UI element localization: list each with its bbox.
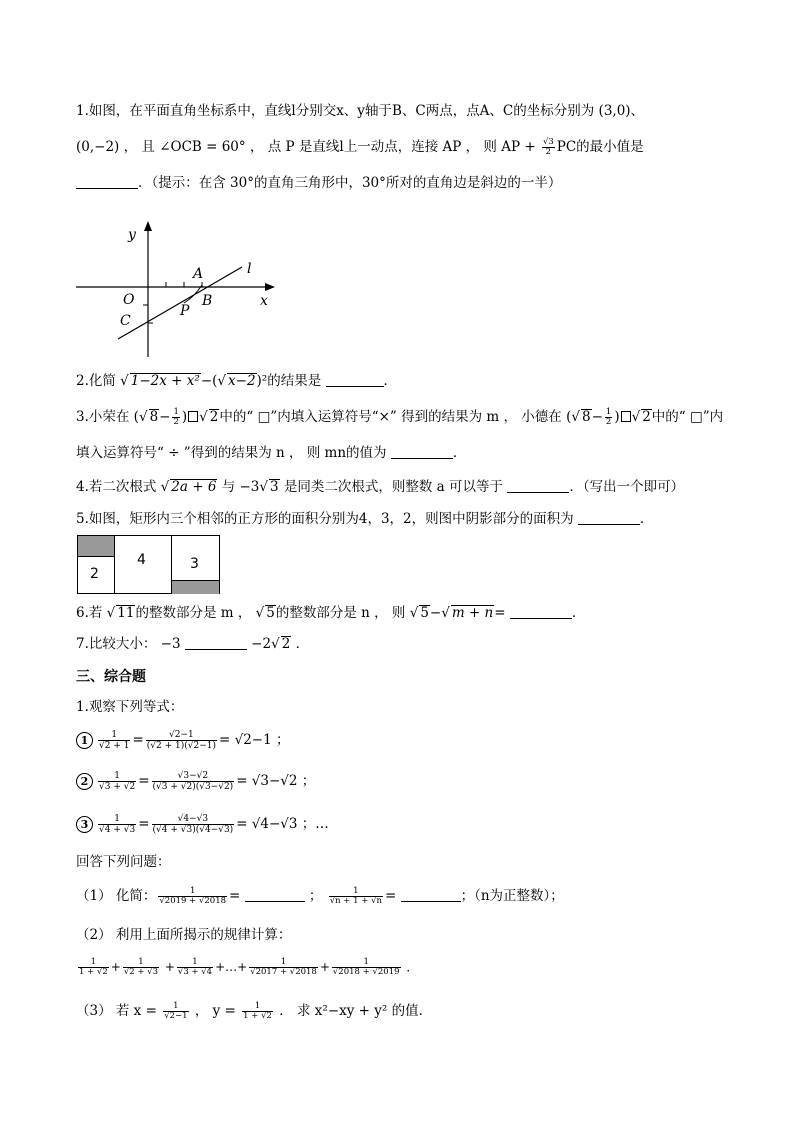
q5-answer-blank[interactable] bbox=[578, 510, 640, 525]
section-title: 三、综合题 bbox=[76, 669, 146, 685]
q3-line1: 3.小荣在 (√ 8− $\frac{1}{2}$ )√ 2中的“ □”内填入运算符号“×” 得到的结果为 m ， 小德在 (√ 8− $\frac{1}{2}$ )√ 2中的“ □”内 bbox=[76, 407, 723, 427]
c1-part2: （2） 利用上面所揭示的规律计算： bbox=[76, 927, 292, 943]
label-y: y bbox=[128, 227, 136, 243]
label-l: l bbox=[247, 261, 252, 277]
shaded-region-right bbox=[172, 580, 219, 594]
operator-box-icon bbox=[188, 411, 198, 422]
q1-coordinate-figure bbox=[70, 215, 290, 365]
q6-answer-blank[interactable] bbox=[510, 604, 572, 619]
c1-p1-blank-1[interactable] bbox=[245, 887, 305, 902]
q1-line1: 1.如图，在平面直角坐标系中，直线l分别交x、y轴于B、C两点，点A、C的坐标分别为 (3,0)、 bbox=[76, 103, 645, 119]
circled-2-icon: 2 bbox=[76, 773, 93, 790]
c1-ask: 回答下列问题： bbox=[76, 854, 171, 870]
q5-rectangle-figure bbox=[77, 535, 220, 594]
q3-answer-blank[interactable] bbox=[391, 444, 453, 459]
q5-line: 5.如图，矩形内三个相邻的正方形的面积分别为4，3，2，则图中阴影部分的面积为 ． bbox=[76, 511, 654, 527]
c1-eq2: 2 $\frac{1}{√3 + √2}$ = $\frac{√3-√2}{(√3 + √2)(√3-√2)}$ = √3−√2 ； bbox=[76, 771, 315, 792]
operator-box-icon bbox=[621, 411, 631, 422]
q1-fraction: $\frac{√3}{2}$ bbox=[542, 137, 554, 157]
y-axis-arrow-icon bbox=[144, 221, 152, 231]
c1-part2-sum: $\frac{1}{1 + √2}$ + $\frac{1}{√2 + √3}$ + $\frac{1}{√3 + √4}$ +…+ $\frac{1}{√2017 + √2018}$ + $\frac{1}{√2018 + √2019}$ ． bbox=[79, 957, 419, 977]
c1-part1: （1） 化简： $\frac{1}{√2019 + √2018}$ = ； $\frac{1}{√n + 1 + √n}$ = ；（n为正整数）； bbox=[76, 886, 564, 906]
label-A: A bbox=[193, 266, 204, 282]
c1-eq3: 3 $\frac{1}{√4 + √3}$ = $\frac{√4-√3}{(√4 + √3)(√4-√3)}$ = √4−√3 ；… bbox=[76, 814, 329, 835]
q2-line: 2.化简 √ 1−2x + x²−(√ x−2)²的结果是 ． bbox=[76, 371, 397, 391]
q1-answer-blank[interactable] bbox=[76, 174, 138, 189]
q1-line2: (0,−2) ， 且 ∠OCB = 60° ， 点 P 是直线l上一动点，连接 AP ， 则 AP + $\frac{√3}{2}$ PC的最小值是 bbox=[76, 137, 644, 157]
circled-3-icon: 3 bbox=[76, 816, 93, 833]
q4-line: 4.若二次根式 √ 2a + 6 与 −3√ 3 是同类二次根式，则整数 a 可以等于 ．（写出一个即可） bbox=[76, 477, 684, 497]
c1-eq1: 1 $\frac{1}{√2 + 1}$ = $\frac{√2-1}{(√2 + 1)(√2-1)}$ = √2−1 ； bbox=[76, 730, 290, 751]
q7-line: 7.比较大小： −3 −2√ 2 ． bbox=[76, 634, 309, 654]
segment-AP bbox=[184, 285, 202, 303]
q7-answer-blank[interactable] bbox=[185, 635, 247, 650]
x-axis-arrow-icon bbox=[265, 283, 275, 291]
c1-intro: 1.观察下列等式： bbox=[76, 699, 184, 715]
c1-part3: （3） 若 x = $\frac{1}{√2-1}$ ， y = $\frac{1}{1 + √2}$ ． 求 x²−xy + y² 的值． bbox=[76, 1001, 433, 1021]
square-3-label: 3 bbox=[190, 556, 199, 572]
shaded-region-left bbox=[78, 536, 114, 557]
q4-answer-blank[interactable] bbox=[507, 478, 569, 493]
square-4-label: 4 bbox=[137, 552, 146, 568]
q2-answer-blank[interactable] bbox=[326, 372, 384, 387]
label-B: B bbox=[202, 293, 213, 309]
q3-line2: 填入运算符号“ ÷ ”得到的结果为 n ， 则 mn的值为 ． bbox=[76, 445, 467, 461]
c1-p1-blank-2[interactable] bbox=[401, 887, 461, 902]
label-O: O bbox=[123, 292, 135, 308]
square-2-label: 2 bbox=[90, 566, 99, 582]
label-P: P bbox=[180, 303, 190, 319]
label-x: x bbox=[260, 293, 268, 309]
q1-line3: ．（提示：在含 30°的直角三角形中，30°所对的直角边是斜边的一半） bbox=[76, 173, 561, 193]
circled-1-icon: 1 bbox=[76, 732, 93, 749]
q6-line: 6.若 √ 11的整数部分是 m ， √ 5的整数部分是 n ， 则 √ 5−√ m + n= ． bbox=[76, 603, 585, 623]
label-C: C bbox=[120, 313, 131, 329]
